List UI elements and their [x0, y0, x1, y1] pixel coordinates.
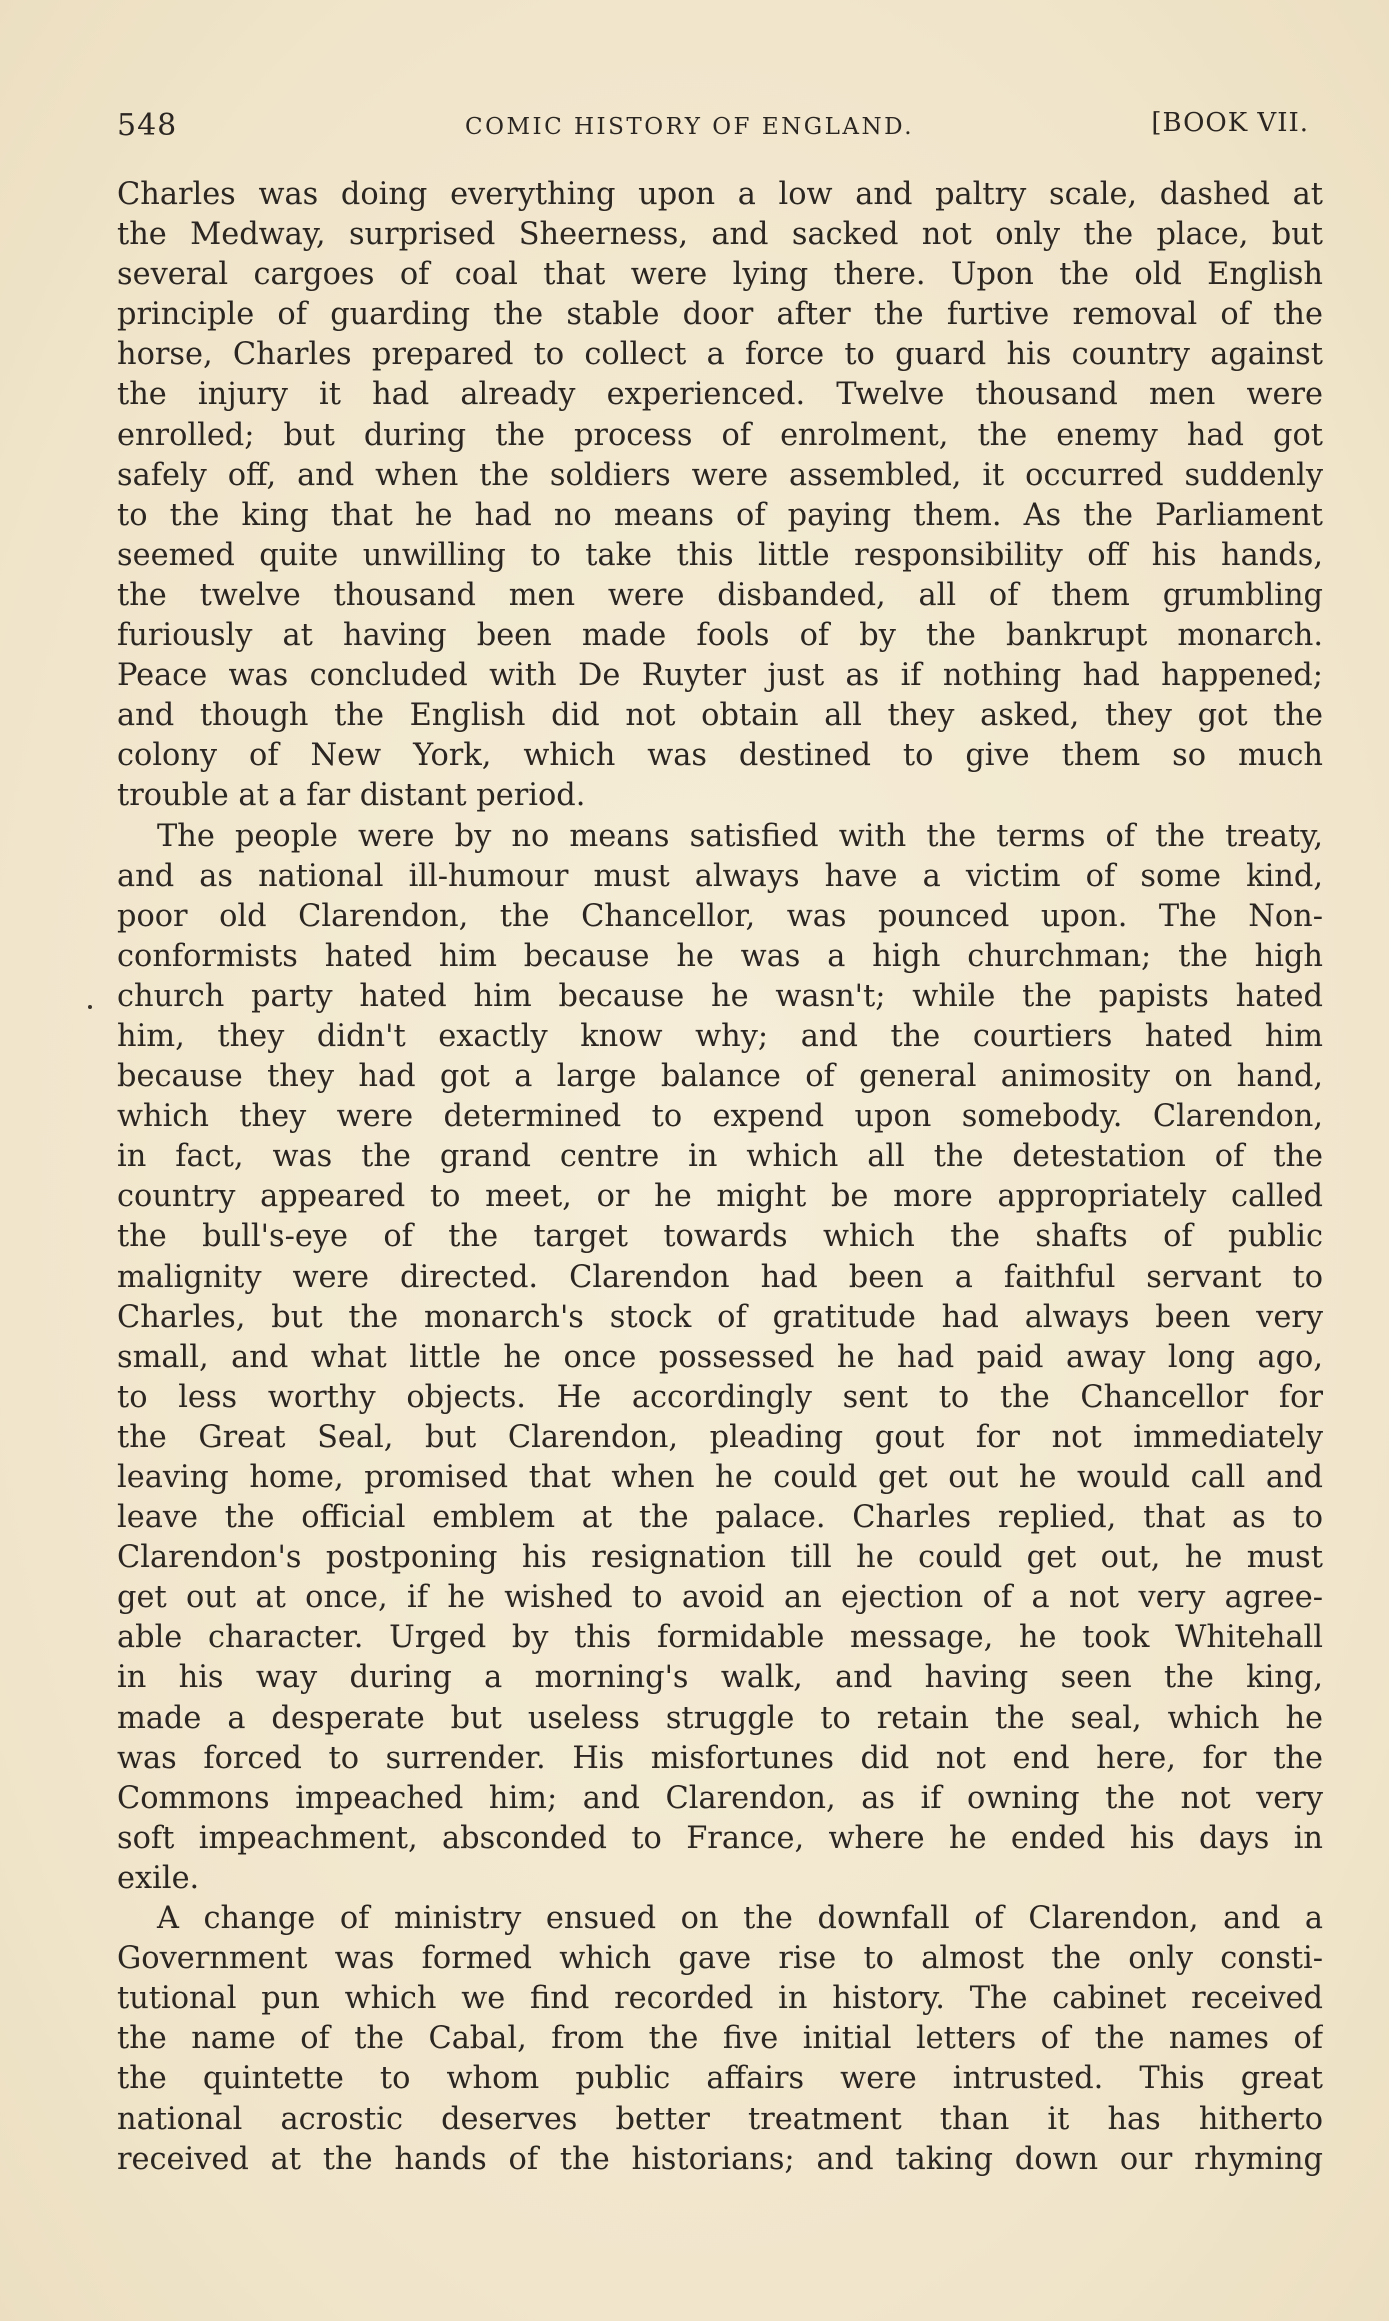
text-line: to less worthy objects. He accordingly sent to the Chancellor for: [117, 1379, 1323, 1415]
text-line: because they had got a large balance of general animosity on hand,: [117, 1059, 1323, 1095]
text-line: Commons impeached him; and Clarendon, as if owning the not very: [117, 1780, 1323, 1816]
text-line: get out at once, if he wished to avoid an ejection of a not very agree-: [117, 1580, 1323, 1616]
body-text: [117, 175, 1323, 2180]
text-line: furiously at having been made fools of by the bankrupt monarch.: [117, 618, 1323, 654]
text-line: conformists hated him because he was a high churchman; the high: [117, 938, 1323, 974]
text-line: made a desperate but useless struggle to retain the seal, which he: [117, 1700, 1323, 1736]
text-line: country appeared to meet, or he might be more appropriately called: [117, 1179, 1323, 1215]
running-head: [117, 108, 1317, 152]
text-line: in fact, was the grand centre in which all the detestation of the: [117, 1139, 1323, 1175]
text-line: soft impeachment, absconded to France, where he ended his days in: [117, 1820, 1323, 1856]
text-line: colony of New York, which was destined to give them so much: [117, 738, 1323, 774]
text-line: Government was formed which gave rise to almost the only consti-: [117, 1941, 1323, 1977]
text-line: in his way during a morning's walk, and having seen the king,: [117, 1660, 1323, 1696]
running-title: COMIC HISTORY OF ENGLAND.: [465, 114, 915, 140]
text-line: horse, Charles prepared to collect a force to guard his country against: [117, 337, 1323, 373]
text-line: the Medway, surprised Sheerness, and sacked not only the place, but: [117, 217, 1323, 253]
text-line: the Great Seal, but Clarendon, pleading gout for not immediately: [117, 1419, 1323, 1455]
book-label: [BOOK VII.: [1151, 108, 1309, 138]
text-line: able character. Urged by this formidable message, he took Whitehall: [117, 1620, 1323, 1656]
text-line: the twelve thousand men were disbanded, all of them grumbling: [117, 577, 1323, 613]
text-line: to the king that he had no means of paying them. As the Parliament: [117, 497, 1323, 533]
text-line: the name of the Cabal, from the five initial letters of the names of: [117, 2021, 1323, 2057]
text-line: tutional pun which we find recorded in history. The cabinet received: [117, 1981, 1323, 2017]
text-line: the bull's-eye of the target towards which the shafts of public: [117, 1219, 1323, 1255]
text-line: Peace was concluded with De Ruyter just as if nothing had happened;: [117, 658, 1323, 694]
text-line: exile.: [117, 1860, 200, 1896]
text-line: poor old Clarendon, the Chancellor, was pounced upon. The Non-: [117, 898, 1323, 934]
text-line: the quintette to whom public affairs were intrusted. This great: [117, 2061, 1323, 2097]
text-line: A change of ministry ensued on the downfall of Clarendon, and a: [157, 1901, 1323, 1937]
margin-mark: [88, 1005, 92, 1009]
text-line: and as national ill-humour must always have a victim of some kind,: [117, 858, 1323, 894]
text-line: trouble at a far distant period.: [117, 778, 586, 814]
text-line: which they were determined to expend upon somebody. Clarendon,: [117, 1099, 1323, 1135]
text-line: The people were by no means satisfied with the terms of the treaty,: [157, 818, 1323, 854]
text-line: church party hated him because he wasn't; while the papists hated: [117, 978, 1323, 1014]
text-line: enrolled; but during the process of enrolment, the enemy had got: [117, 417, 1323, 453]
text-line: seemed quite unwilling to take this little responsibility off his hands,: [117, 537, 1323, 573]
text-line: small, and what little he once possessed he had paid away long ago,: [117, 1339, 1323, 1375]
text-line: national acrostic deserves better treatment than it has hitherto: [117, 2101, 1323, 2137]
text-line: and though the English did not obtain all they asked, they got the: [117, 698, 1323, 734]
text-line: several cargoes of coal that were lying there. Upon the old English: [117, 257, 1323, 293]
text-line: the injury it had already experienced. Twelve thousand men were: [117, 377, 1323, 413]
text-line: Charles, but the monarch's stock of gratitude had always been very: [117, 1299, 1323, 1335]
text-line: safely off, and when the soldiers were assembled, it occurred suddenly: [117, 457, 1323, 493]
text-line: Clarendon's postponing his resignation till he could get out, he must: [117, 1540, 1323, 1576]
text-line: was forced to surrender. His misfortunes did not end here, for the: [117, 1740, 1323, 1776]
text-line: principle of guarding the stable door after the furtive removal of the: [117, 297, 1323, 333]
text-line: malignity were directed. Clarendon had been a faithful servant to: [117, 1259, 1323, 1295]
text-line: received at the hands of the historians; and taking down our rhyming: [117, 2141, 1323, 2177]
page-number: 548: [117, 108, 178, 143]
text-line: Charles was doing everything upon a low and paltry scale, dashed at: [117, 177, 1323, 212]
text-line: him, they didn't exactly know why; and the courtiers hated him: [117, 1018, 1323, 1054]
text-line: leaving home, promised that when he could get out he would call and: [117, 1460, 1323, 1495]
text-line: leave the official emblem at the palace. Charles replied, that as to: [117, 1500, 1323, 1536]
